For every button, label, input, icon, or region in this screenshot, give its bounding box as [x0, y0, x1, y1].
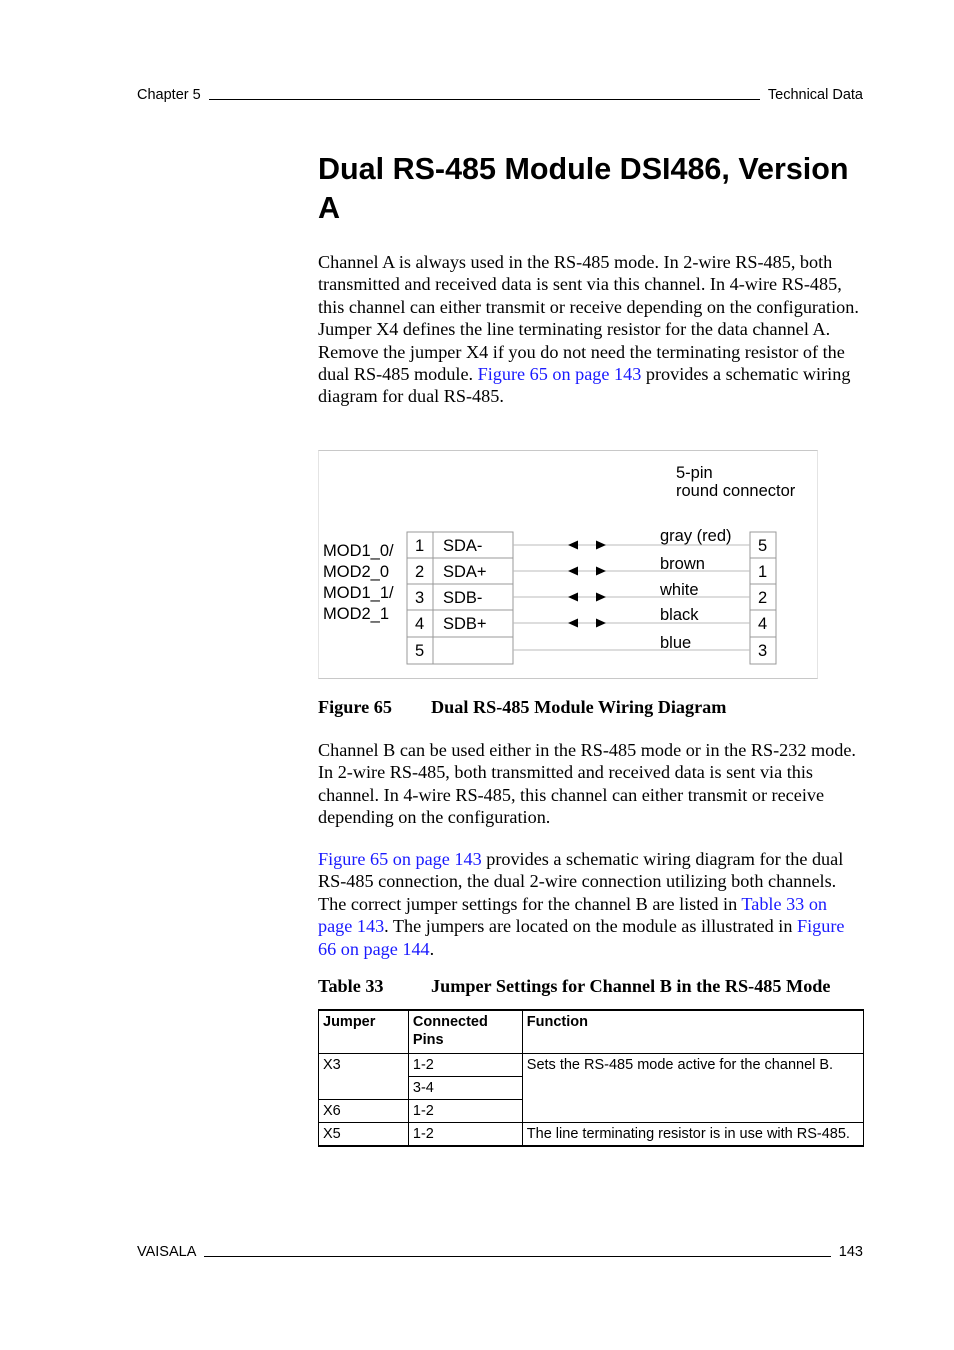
figure-65-link[interactable]: Figure 65 on page 143	[318, 849, 482, 869]
wire-color-label: black	[660, 606, 699, 624]
page-number: 143	[838, 1244, 863, 1260]
jumper-settings-table	[318, 1009, 864, 1147]
paragraph-channel-b: Channel B can be used either in the RS-485 mode or in the RS-232 mode. In 2-wire RS-485, both transmitted and received data is sent via this channel. In 4-wire RS-485, this channel can either transmit or receive depending on the configuration.	[318, 740, 856, 828]
signal-label: SDA-	[443, 537, 483, 555]
page-title: Dual RS-485 Module DSI486, Version A	[318, 152, 849, 225]
table-title: Jumper Settings for Channel B in the RS-485 Mode	[431, 976, 831, 996]
module-label: MOD1_0/	[323, 542, 394, 560]
right-pin: 2	[758, 589, 768, 607]
right-pin: 4	[758, 615, 768, 633]
paragraph-text: provides a schematic wiring diagram for dual RS-485.	[318, 364, 851, 407]
jumper-cell: X5	[319, 1123, 409, 1147]
module-label: MOD2_0	[323, 563, 390, 581]
figure-65-link[interactable]: Figure 65 on page 143	[477, 364, 642, 385]
signal-label: SDB-	[443, 589, 483, 607]
module-label: MOD1_1/	[323, 584, 394, 602]
wire-color-label: gray (red)	[660, 527, 732, 545]
wiring-diagram	[318, 450, 818, 679]
left-pin: 1	[415, 537, 425, 555]
right-pin: 3	[758, 642, 768, 660]
column-header: Jumper	[319, 1010, 409, 1054]
table-33-link[interactable]: Table 33 on page 143	[318, 893, 828, 937]
paragraph-channel-a	[318, 251, 863, 408]
section-label: Technical Data	[767, 87, 863, 103]
pins-cell: 1-2	[408, 1100, 522, 1123]
wire-color-label: blue	[660, 634, 692, 652]
function-cell: The line terminating resistor is in use with RS-485.	[522, 1123, 863, 1147]
left-pin: 3	[415, 589, 425, 607]
figure-caption	[318, 697, 726, 718]
jumper-cell: X6	[319, 1100, 409, 1123]
table-header-row	[319, 1010, 864, 1054]
signal-label: SDB+	[443, 615, 487, 633]
header-rule	[209, 98, 760, 100]
paragraph-text: provides a schematic wiring diagram for the dual RS-485 connection, the dual 2-wire connection utilizing both channels. The correct jumper settings for the channel B are listed in	[318, 849, 844, 914]
pins-cell: 1-2	[408, 1054, 522, 1077]
table-row	[319, 1054, 864, 1077]
page-footer	[137, 1244, 863, 1260]
footer-rule	[204, 1255, 830, 1257]
wire-color-label: brown	[660, 555, 705, 573]
figure-number: Figure 65	[318, 697, 392, 717]
column-header: Connected Pins	[408, 1010, 522, 1054]
paragraph-text: . The jumpers are located on the module as illustrated in	[384, 916, 797, 937]
left-pin: 2	[415, 563, 425, 581]
paragraph-jumper-info	[318, 848, 863, 960]
right-pin: 5	[758, 537, 768, 555]
module-label: MOD2_1	[323, 605, 390, 623]
paragraph-text: .	[429, 938, 435, 959]
table-number: Table 33	[318, 976, 384, 996]
company-label: VAISALA	[137, 1244, 197, 1260]
left-pin: 5	[415, 642, 425, 660]
table-caption	[318, 976, 830, 997]
connector-label-line1: 5-pin	[676, 464, 713, 482]
pins-cell: 1-2	[408, 1123, 522, 1147]
left-pin: 4	[415, 615, 425, 633]
paragraph-text: Channel A is always used in the RS-485 mode. In 2-wire RS-485, both transmitted and received data is sent via this channel. In 4-wire RS-485, this channel can either transmit or receive depending on the configuration. Jumper X4 defines the line terminating resistor for the data channel A. Remove the jumper X4 if you do not need the terminating resistor of the dual RS-485 module.	[318, 252, 859, 385]
wire-color-label: white	[660, 581, 699, 599]
column-header: Function	[522, 1010, 863, 1054]
pins-cell: 3-4	[408, 1077, 522, 1100]
table-row	[319, 1123, 864, 1147]
signal-label: SDA+	[443, 563, 487, 581]
page-header	[137, 87, 863, 103]
figure-66-link[interactable]: Figure 66 on page 144	[318, 916, 845, 959]
connector-label-line2: round connector	[676, 482, 796, 500]
chapter-label: Chapter 5	[137, 87, 201, 103]
right-pin: 1	[758, 563, 768, 581]
function-cell: Sets the RS-485 mode active for the channel B.	[522, 1054, 863, 1123]
jumper-cell: X3	[319, 1054, 409, 1100]
figure-title: Dual RS-485 Module Wiring Diagram	[431, 697, 727, 717]
